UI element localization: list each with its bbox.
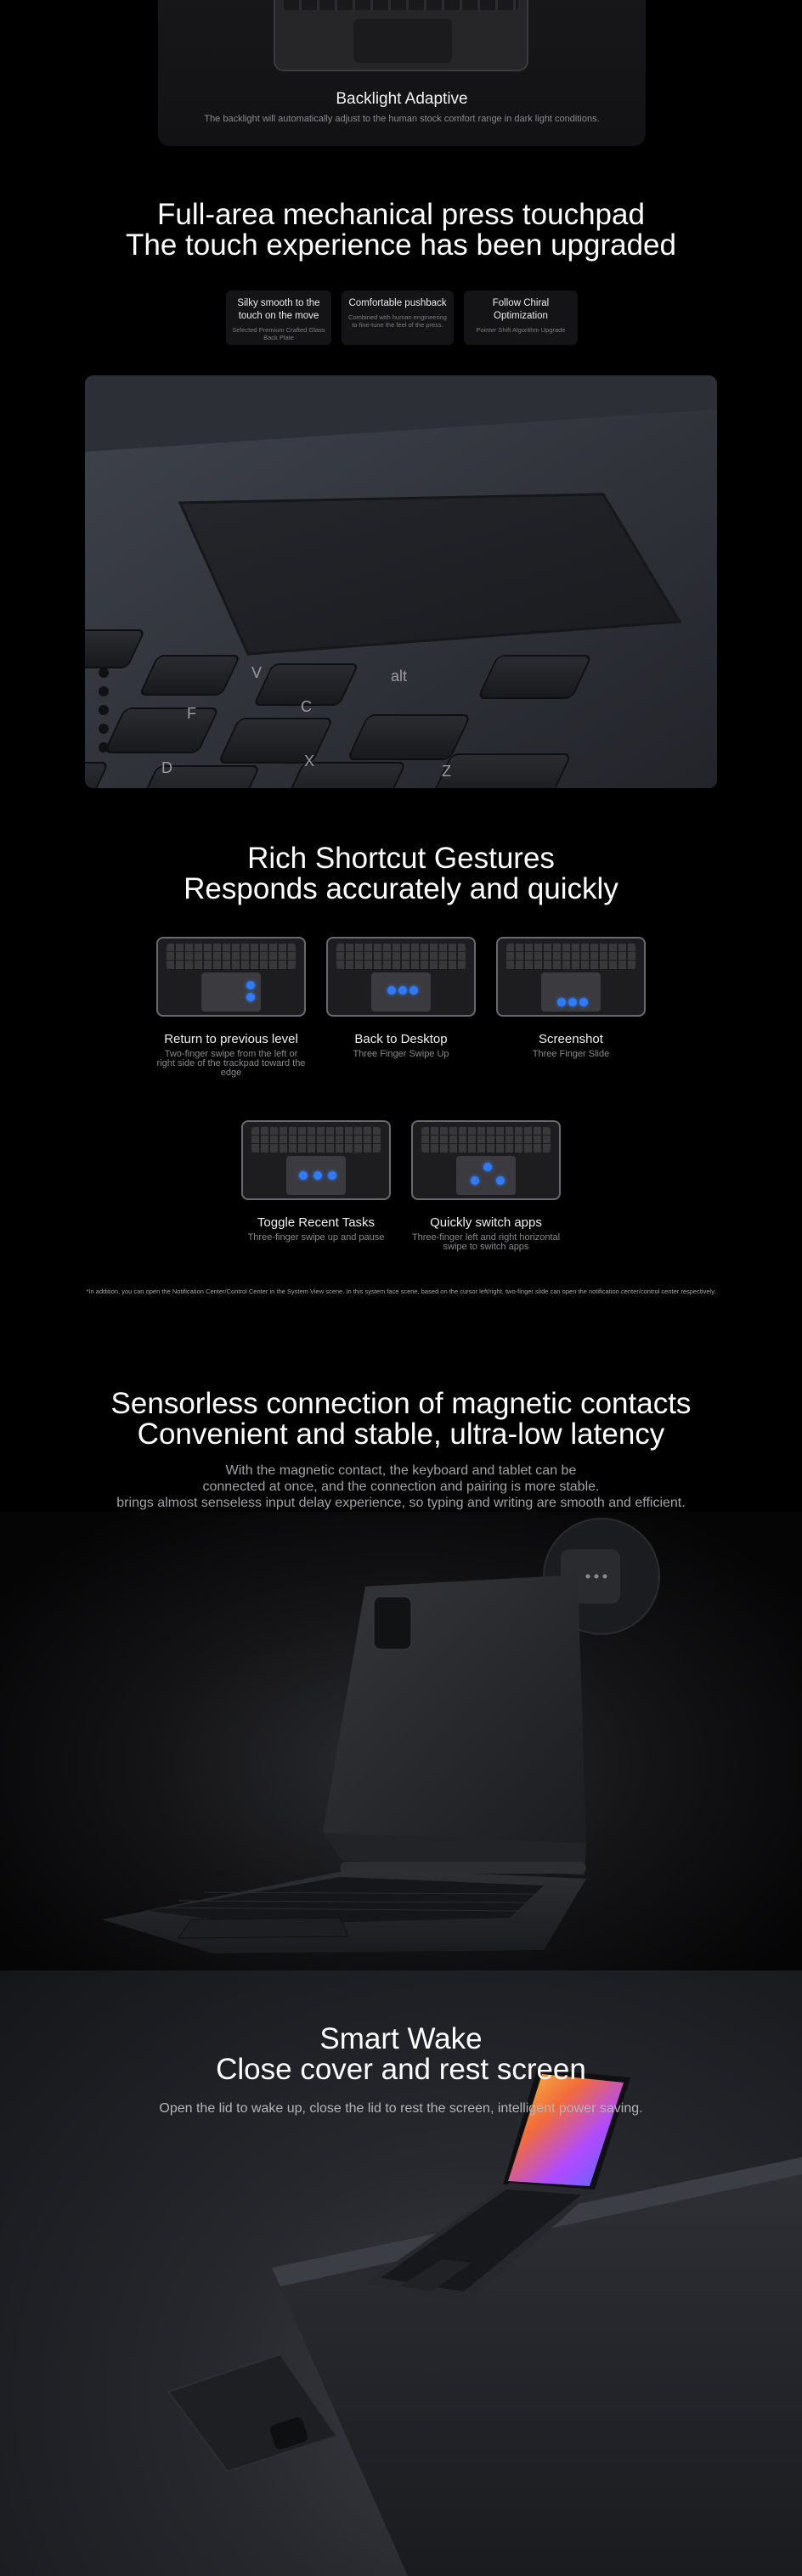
key-row [284, 0, 518, 10]
finger-dot [496, 1176, 505, 1185]
finger-dot [299, 1171, 308, 1180]
keyboard-illustration [274, 0, 528, 71]
gesture-description: Two-finger swipe from the left or right side of the trackpad toward the edge [156, 1049, 306, 1078]
gesture-description: Three Finger Slide [532, 1049, 610, 1059]
gesture-label: Back to Desktop [354, 1032, 448, 1046]
gesture-device-illustration [411, 1120, 561, 1200]
gesture-label: Screenshot [539, 1032, 603, 1046]
touchpad-headline-2: The touch experience has been upgraded [126, 228, 676, 262]
finger-dot [398, 986, 407, 995]
gestures-footnote: *In addition, you can open the Notification Center/Control Center in the System View scene. In this system face scene, based on the cursor left/right, two-finger slide can open the notification center/control center respectively. [86, 1288, 716, 1295]
wake-headline-1: Smart Wake [319, 2022, 483, 2055]
gesture-device-illustration [156, 937, 306, 1017]
backlight-description: The backlight will automatically adjust to the human stock comfort range in dark light conditions. [204, 114, 600, 124]
gesture-device-illustration [496, 937, 646, 1017]
feature-subtitle: Selected Premium Crafted Glass Back Plate [232, 326, 325, 341]
gesture-label: Return to previous level [164, 1032, 298, 1046]
trackpad-illustration [353, 19, 452, 63]
keyboard-closeup-illustration [85, 375, 717, 788]
finger-dot [557, 998, 566, 1006]
key-label: C [301, 698, 312, 715]
magnetic-description [0, 1463, 802, 1511]
key-label: V [251, 664, 263, 681]
feature-subtitle: Pointer Shift Algorithm Upgrade [476, 326, 566, 334]
feature-card [226, 290, 331, 345]
magnetic-description-line: connected at once, and the connection and pairing is more stable. [202, 1480, 600, 1494]
touchpad-keyboard-photo [85, 375, 717, 788]
magnetic-headline-2: Convenient and stable, ultra-low latency [137, 1418, 665, 1451]
gesture-card [410, 1120, 562, 1252]
feature-title: Follow Chiral Optimization [492, 298, 550, 321]
feature-subtitle: Combined with human engineering to fine-tune the feel of the press. [348, 313, 447, 329]
tablet-keyboard-illustration [0, 1512, 802, 1970]
gesture-description: Three Finger Swipe Up [353, 1049, 449, 1059]
gesture-description: Three-finger left and right horizontal swipe to switch apps [411, 1232, 561, 1252]
finger-dot [579, 998, 588, 1006]
finger-dot [568, 998, 577, 1006]
gesture-description: Three-finger swipe up and pause [247, 1232, 385, 1243]
gesture-card [495, 937, 647, 1059]
feature-title: Silky smooth to the touch on the move [237, 298, 320, 321]
magnetic-description-line: brings almost senseless input delay experience, so typing and writing are smooth and efficient. [116, 1496, 686, 1510]
key-label: X [304, 753, 315, 769]
gesture-card [325, 937, 477, 1059]
finger-dot [483, 1163, 492, 1171]
feature-card [464, 290, 578, 345]
finger-dot [409, 986, 418, 995]
touchpad-feature-row [226, 290, 578, 345]
magnetic-description-line: With the magnetic contact, the keyboard and tablet can be [225, 1463, 577, 1478]
key-label: F [187, 705, 196, 722]
backlight-card [158, 0, 646, 146]
magnetic-keyboard-photo [0, 1512, 802, 1970]
magnetic-headline-1: Sensorless connection of magnetic contacts [110, 1387, 692, 1420]
finger-dot [328, 1171, 336, 1180]
gestures-headline-1: Rich Shortcut Gestures [247, 842, 555, 875]
gesture-label: Quickly switch apps [430, 1215, 542, 1230]
key-label: D [161, 759, 172, 776]
key-label: Z [442, 763, 451, 780]
key-label: alt [391, 668, 408, 685]
wake-description: Open the lid to wake up, close the lid to rest the screen, intelligent power saving. [159, 2101, 643, 2116]
finger-dot [246, 993, 255, 1001]
finger-dot [471, 1176, 479, 1185]
gesture-card [240, 1120, 392, 1243]
gesture-device-illustration [326, 937, 476, 1017]
finger-dot [246, 981, 255, 989]
gesture-device-illustration [241, 1120, 391, 1200]
touchpad-headline-1: Full-area mechanical press touchpad [157, 198, 645, 231]
feature-title: Comfortable pushback [348, 298, 447, 308]
backlight-title: Backlight Adaptive [336, 90, 468, 108]
wake-headline-2: Close cover and rest screen [216, 2053, 586, 2086]
feature-card [342, 290, 454, 345]
gestures-headline-2: Responds accurately and quickly [184, 872, 618, 905]
finger-dot [387, 986, 396, 995]
gesture-card [155, 937, 307, 1078]
finger-dot [313, 1171, 322, 1180]
gesture-label: Toggle Recent Tasks [257, 1215, 376, 1230]
